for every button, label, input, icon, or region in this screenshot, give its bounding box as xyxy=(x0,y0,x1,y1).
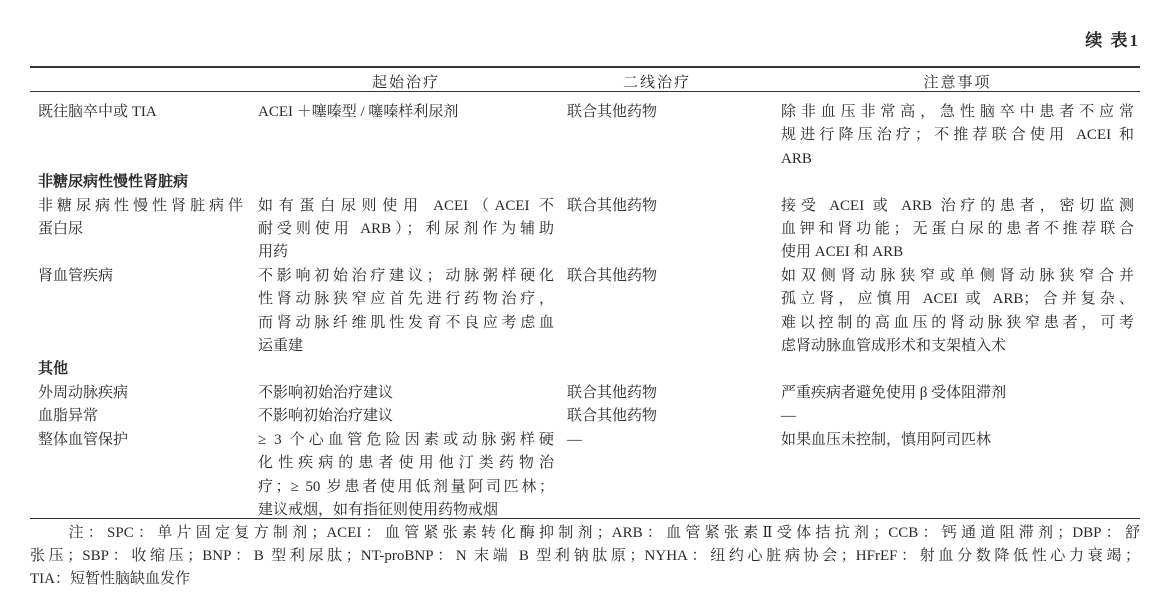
second-line-cell xyxy=(567,195,747,218)
cell-text-line: — xyxy=(781,408,796,425)
table-row xyxy=(30,195,1140,265)
table-row xyxy=(30,265,1140,359)
cell-text-line: 难以控制的高血压的肾动脉狭窄患者，可考 xyxy=(781,314,1134,331)
notes-cell xyxy=(781,405,1134,428)
cell-text-line: 整体血管保护 xyxy=(38,431,129,448)
table-row xyxy=(30,382,1140,405)
cell-text-line: 联合其他药物 xyxy=(567,104,658,120)
section-heading: 其他 xyxy=(38,361,69,378)
table-footnote xyxy=(30,522,1140,591)
cell-text-line: 而肾动脉纤维肌性发育不良应考虑血 xyxy=(258,314,554,331)
cell-text-line: 化性疾病的患者使用他汀类药物治 xyxy=(258,455,554,472)
cell-text-line: 蛋白尿 xyxy=(38,221,84,238)
cell-text-line: 如有蛋白尿则使用 ACEI（ACEI 不 xyxy=(258,197,554,214)
top-rule xyxy=(30,66,1140,68)
condition-cell xyxy=(38,405,243,428)
cell-text-line: 疗；≥ 50 岁患者使用低剂量阿司匹林； xyxy=(258,478,554,495)
cell-text-line: 不影响初始治疗建议 xyxy=(258,384,394,401)
table-row xyxy=(30,101,1140,171)
cell-text-line: 如果血压未控制，慎用阿司匹林 xyxy=(781,431,992,448)
cell-text-line: 使用 ACEI 和 ARB xyxy=(781,244,904,261)
cell-text-line: 联合其他药物 xyxy=(567,408,658,425)
notes-cell xyxy=(781,429,1134,523)
cell-text-line: 除非血压非常高，急性脑卒中患者不应常 xyxy=(781,104,1134,120)
cell-text-line: 性肾动脉狭窄应首先进行药物治疗， xyxy=(258,291,554,308)
cell-text-line: 非糖尿病性慢性肾脏病伴 xyxy=(38,197,243,214)
second-line-cell xyxy=(567,265,747,288)
cell-text-line: ACEI ＋噻嗪型 / 噻嗪样利尿剂 xyxy=(258,104,459,120)
cell-text-line: 肾血管疾病 xyxy=(38,267,114,284)
condition-cell xyxy=(38,382,243,405)
initial-treatment-cell xyxy=(258,405,554,428)
cell-text-line: ARB xyxy=(781,150,812,167)
cell-text-line: 外周动脉疾病 xyxy=(38,384,129,401)
header-second-line: 二线治疗 xyxy=(622,75,691,91)
table-row xyxy=(30,429,1140,523)
condition-cell xyxy=(38,429,243,452)
initial-treatment-cell xyxy=(258,265,554,359)
header-initial-treatment: 起始治疗 xyxy=(371,75,440,91)
condition-cell xyxy=(38,265,243,288)
footnote-line: TIA：短暂性脑缺血发作 xyxy=(30,571,190,587)
condition-cell xyxy=(38,101,243,124)
cell-text-line: 规进行降压治疗；不推荐联合使用 ACEI 和 xyxy=(781,127,1134,144)
section-heading: 非糖尿病性慢性肾脏病 xyxy=(38,174,189,191)
notes-cell xyxy=(781,101,1134,171)
notes-cell xyxy=(781,195,1134,265)
second-line-cell xyxy=(567,405,747,428)
cell-text-line: 接受 ACEI 或 ARB 治疗的患者，密切监测 xyxy=(781,197,1134,214)
initial-treatment-cell xyxy=(258,101,554,171)
cell-text-line: 如双侧肾动脉狭窄或单侧肾动脉狭窄合并 xyxy=(781,267,1134,284)
second-line-cell xyxy=(567,101,747,124)
cell-text-line: 血钾和肾功能；无蛋白尿的患者不推荐联合 xyxy=(781,221,1134,238)
header-notes: 注意事项 xyxy=(923,75,992,91)
cell-text-line: 运重建 xyxy=(258,338,304,355)
cell-text-line: 联合其他药物 xyxy=(567,197,658,214)
second-line-cell xyxy=(567,382,747,405)
table-continuation-caption: 续 表1 xyxy=(1085,31,1140,50)
cell-text-line: 联合其他药物 xyxy=(567,384,658,401)
initial-treatment-cell xyxy=(258,382,554,405)
footnote-line: 注：SPC：单片固定复方制剂；ACEI：血管紧张素转化酶抑制剂；ARB：血管紧张素Ⅱ受体拮抗剂；CCB：钙通道阻滞剂；DBP：舒 xyxy=(30,525,1140,541)
cell-text-line: 血脂异常 xyxy=(38,408,99,425)
condition-cell xyxy=(38,195,243,242)
initial-treatment-cell xyxy=(258,195,554,265)
cell-text-line: — xyxy=(567,431,582,448)
cell-text-line: 建议戒烟，如有指征则使用药物戒烟 xyxy=(258,501,499,518)
cell-text-line: 耐受则使用 ARB）；利尿剂作为辅助 xyxy=(258,221,554,238)
table-body xyxy=(30,101,1140,522)
cell-text-line: 用药 xyxy=(258,244,289,261)
table-header xyxy=(30,69,1140,91)
notes-cell xyxy=(781,265,1134,359)
notes-cell xyxy=(781,382,1134,405)
second-line-cell xyxy=(567,429,747,452)
treatment-table xyxy=(30,69,1140,522)
initial-treatment-cell xyxy=(258,429,554,523)
table-row xyxy=(30,405,1140,428)
cell-text-line: ≥ 3 个心血管危险因素或动脉粥样硬 xyxy=(258,431,554,448)
cell-text-line: 联合其他药物 xyxy=(567,267,658,284)
footnote-line: 张压；SBP：收缩压；BNP：B 型利尿肽；NT-proBNP：N 末端 B 型利钠肽原；NYHA：纽约心脏病协会；HFrEF：射血分数降低性心力衰竭； xyxy=(30,548,1140,564)
cell-text-line: 虑肾动脉血管成形术和支架植入术 xyxy=(781,338,1007,355)
cell-text-line: 不影响初始治疗建议；动脉粥样硬化 xyxy=(258,267,554,284)
cell-text-line: 既往脑卒中或 TIA xyxy=(38,104,157,120)
cell-text-line: 不影响初始治疗建议 xyxy=(258,408,394,425)
cell-text-line: 严重疾病者避免使用 β 受体阻滞剂 xyxy=(781,384,1007,401)
cell-text-line: 孤立肾，应慎用 ACEI 或 ARB；合并复杂、 xyxy=(781,291,1134,308)
